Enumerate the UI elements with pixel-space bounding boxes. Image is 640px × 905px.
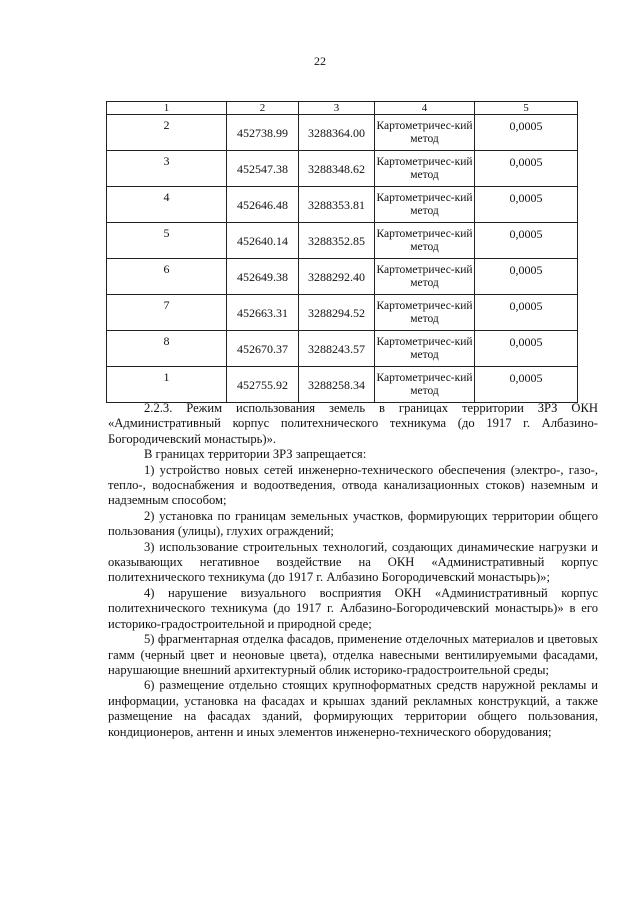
point-number-cell: 5: [107, 223, 227, 259]
point-number-cell: 7: [107, 295, 227, 331]
table-row: [107, 259, 578, 295]
coordinates-table: [106, 101, 578, 403]
page-number: 22: [314, 54, 326, 68]
prohibitions-intro-paragraph: В границах территории ЗРЗ запрещается:: [144, 447, 367, 462]
y-coordinate-cell: 3288258.34: [299, 367, 375, 403]
y-coordinate-cell: 3288292.40: [299, 259, 375, 295]
table-row: [107, 295, 578, 331]
x-coordinate-cell: 452670.37: [227, 331, 299, 367]
y-coordinate-cell: 3288243.57: [299, 331, 375, 367]
header-cell: 3: [299, 102, 375, 115]
accuracy-cell: 0,0005: [475, 115, 578, 151]
accuracy-cell: 0,0005: [475, 295, 578, 331]
prohibition-item-5: 5) фрагментарная отделка фасадов, применение отделочных материалов и цветовых гамм (черный цвет и неоновые цвета), отделка навесными вентилируемыми фасадами, нарушающие внешний архитектурный облик историко-градостроительной среды;: [108, 632, 598, 677]
method-cell: Картометричес-кий метод: [375, 367, 475, 403]
y-coordinate-cell: 3288294.52: [299, 295, 375, 331]
accuracy-cell: 0,0005: [475, 331, 578, 367]
prohibition-item-6: 6) размещение отдельно стоящих крупноформатных средств наружной рекламы и информации, установка на фасадах и крышах зданий рекламных конструкций, а также размещение на фасадах зданий, формирующих территории общего пользования, кондиционеров, антенн и иных элементов инженерно-технического оборудования;: [108, 678, 598, 739]
method-cell: Картометричес-кий метод: [375, 331, 475, 367]
y-coordinate-cell: 3288353.81: [299, 187, 375, 223]
table-header-row: [107, 102, 578, 115]
point-number-cell: 3: [107, 151, 227, 187]
y-coordinate-cell: 3288352.85: [299, 223, 375, 259]
y-coordinate-cell: 3288364.00: [299, 115, 375, 151]
prohibition-item-3: 3) использование строительных технологий, создающих динамические нагрузки и оказывающих негативное воздействие на ОКН «Административный корпус политехнического техникума (до 1917 г. Албазино Богородичевский монастырь)»;: [108, 539, 598, 585]
x-coordinate-cell: 452640.14: [227, 223, 299, 259]
point-number-cell: 8: [107, 331, 227, 367]
table-row: [107, 367, 578, 403]
x-coordinate-cell: 452738.99: [227, 115, 299, 151]
accuracy-cell: 0,0005: [475, 151, 578, 187]
prohibition-item-1: 1) устройство новых сетей инженерно-технического обеспечения (электро-, газо-, тепло-, водоснабжения и водоотведения, отвода канализационных стоков) наземным и надземным способом;: [108, 462, 598, 508]
accuracy-cell: 0,0005: [475, 187, 578, 223]
coordinates-table-body: [107, 102, 578, 403]
method-cell: Картометричес-кий метод: [375, 259, 475, 295]
header-cell: 2: [227, 102, 299, 115]
table-row: [107, 187, 578, 223]
x-coordinate-cell: 452663.31: [227, 295, 299, 331]
x-coordinate-cell: 452649.38: [227, 259, 299, 295]
header-cell: 5: [475, 102, 578, 115]
x-coordinate-cell: 452646.48: [227, 187, 299, 223]
accuracy-cell: 0,0005: [475, 223, 578, 259]
prohibition-item-4: 4) нарушение визуального восприятия ОКН «Административный корпус политехнического техникума (до 1917 г. Албазино-Богородичевский монастырь)» в его историко-градостроительной и природной среде;: [108, 585, 598, 631]
y-coordinate-cell: 3288348.62: [299, 151, 375, 187]
point-number-cell: 6: [107, 259, 227, 295]
prohibition-item-2: 2) установка по границам земельных участков, формирующих территории общего пользования (улицы), глухих ограждений;: [108, 508, 598, 539]
table-row: [107, 115, 578, 151]
x-coordinate-cell: 452547.38: [227, 151, 299, 187]
method-cell: Картометричес-кий метод: [375, 187, 475, 223]
header-cell: 1: [107, 102, 227, 115]
table-row: [107, 151, 578, 187]
x-coordinate-cell: 452755.92: [227, 367, 299, 403]
section-heading-paragraph: 2.2.3. Режим использования земель в границах территории ЗРЗ ОКН «Административный корпус политехнического техникума (до 1917 г. Албазино-Богородичевский монастырь)».: [108, 401, 598, 446]
point-number-cell: 4: [107, 187, 227, 223]
point-number-cell: 1: [107, 367, 227, 403]
table-row: [107, 223, 578, 259]
regulation-text: [108, 401, 598, 740]
method-cell: Картометричес-кий метод: [375, 223, 475, 259]
method-cell: Картометричес-кий метод: [375, 115, 475, 151]
method-cell: Картометричес-кий метод: [375, 295, 475, 331]
header-cell: 4: [375, 102, 475, 115]
point-number-cell: 2: [107, 115, 227, 151]
accuracy-cell: 0,0005: [475, 367, 578, 403]
table-row: [107, 331, 578, 367]
accuracy-cell: 0,0005: [475, 259, 578, 295]
method-cell: Картометричес-кий метод: [375, 151, 475, 187]
